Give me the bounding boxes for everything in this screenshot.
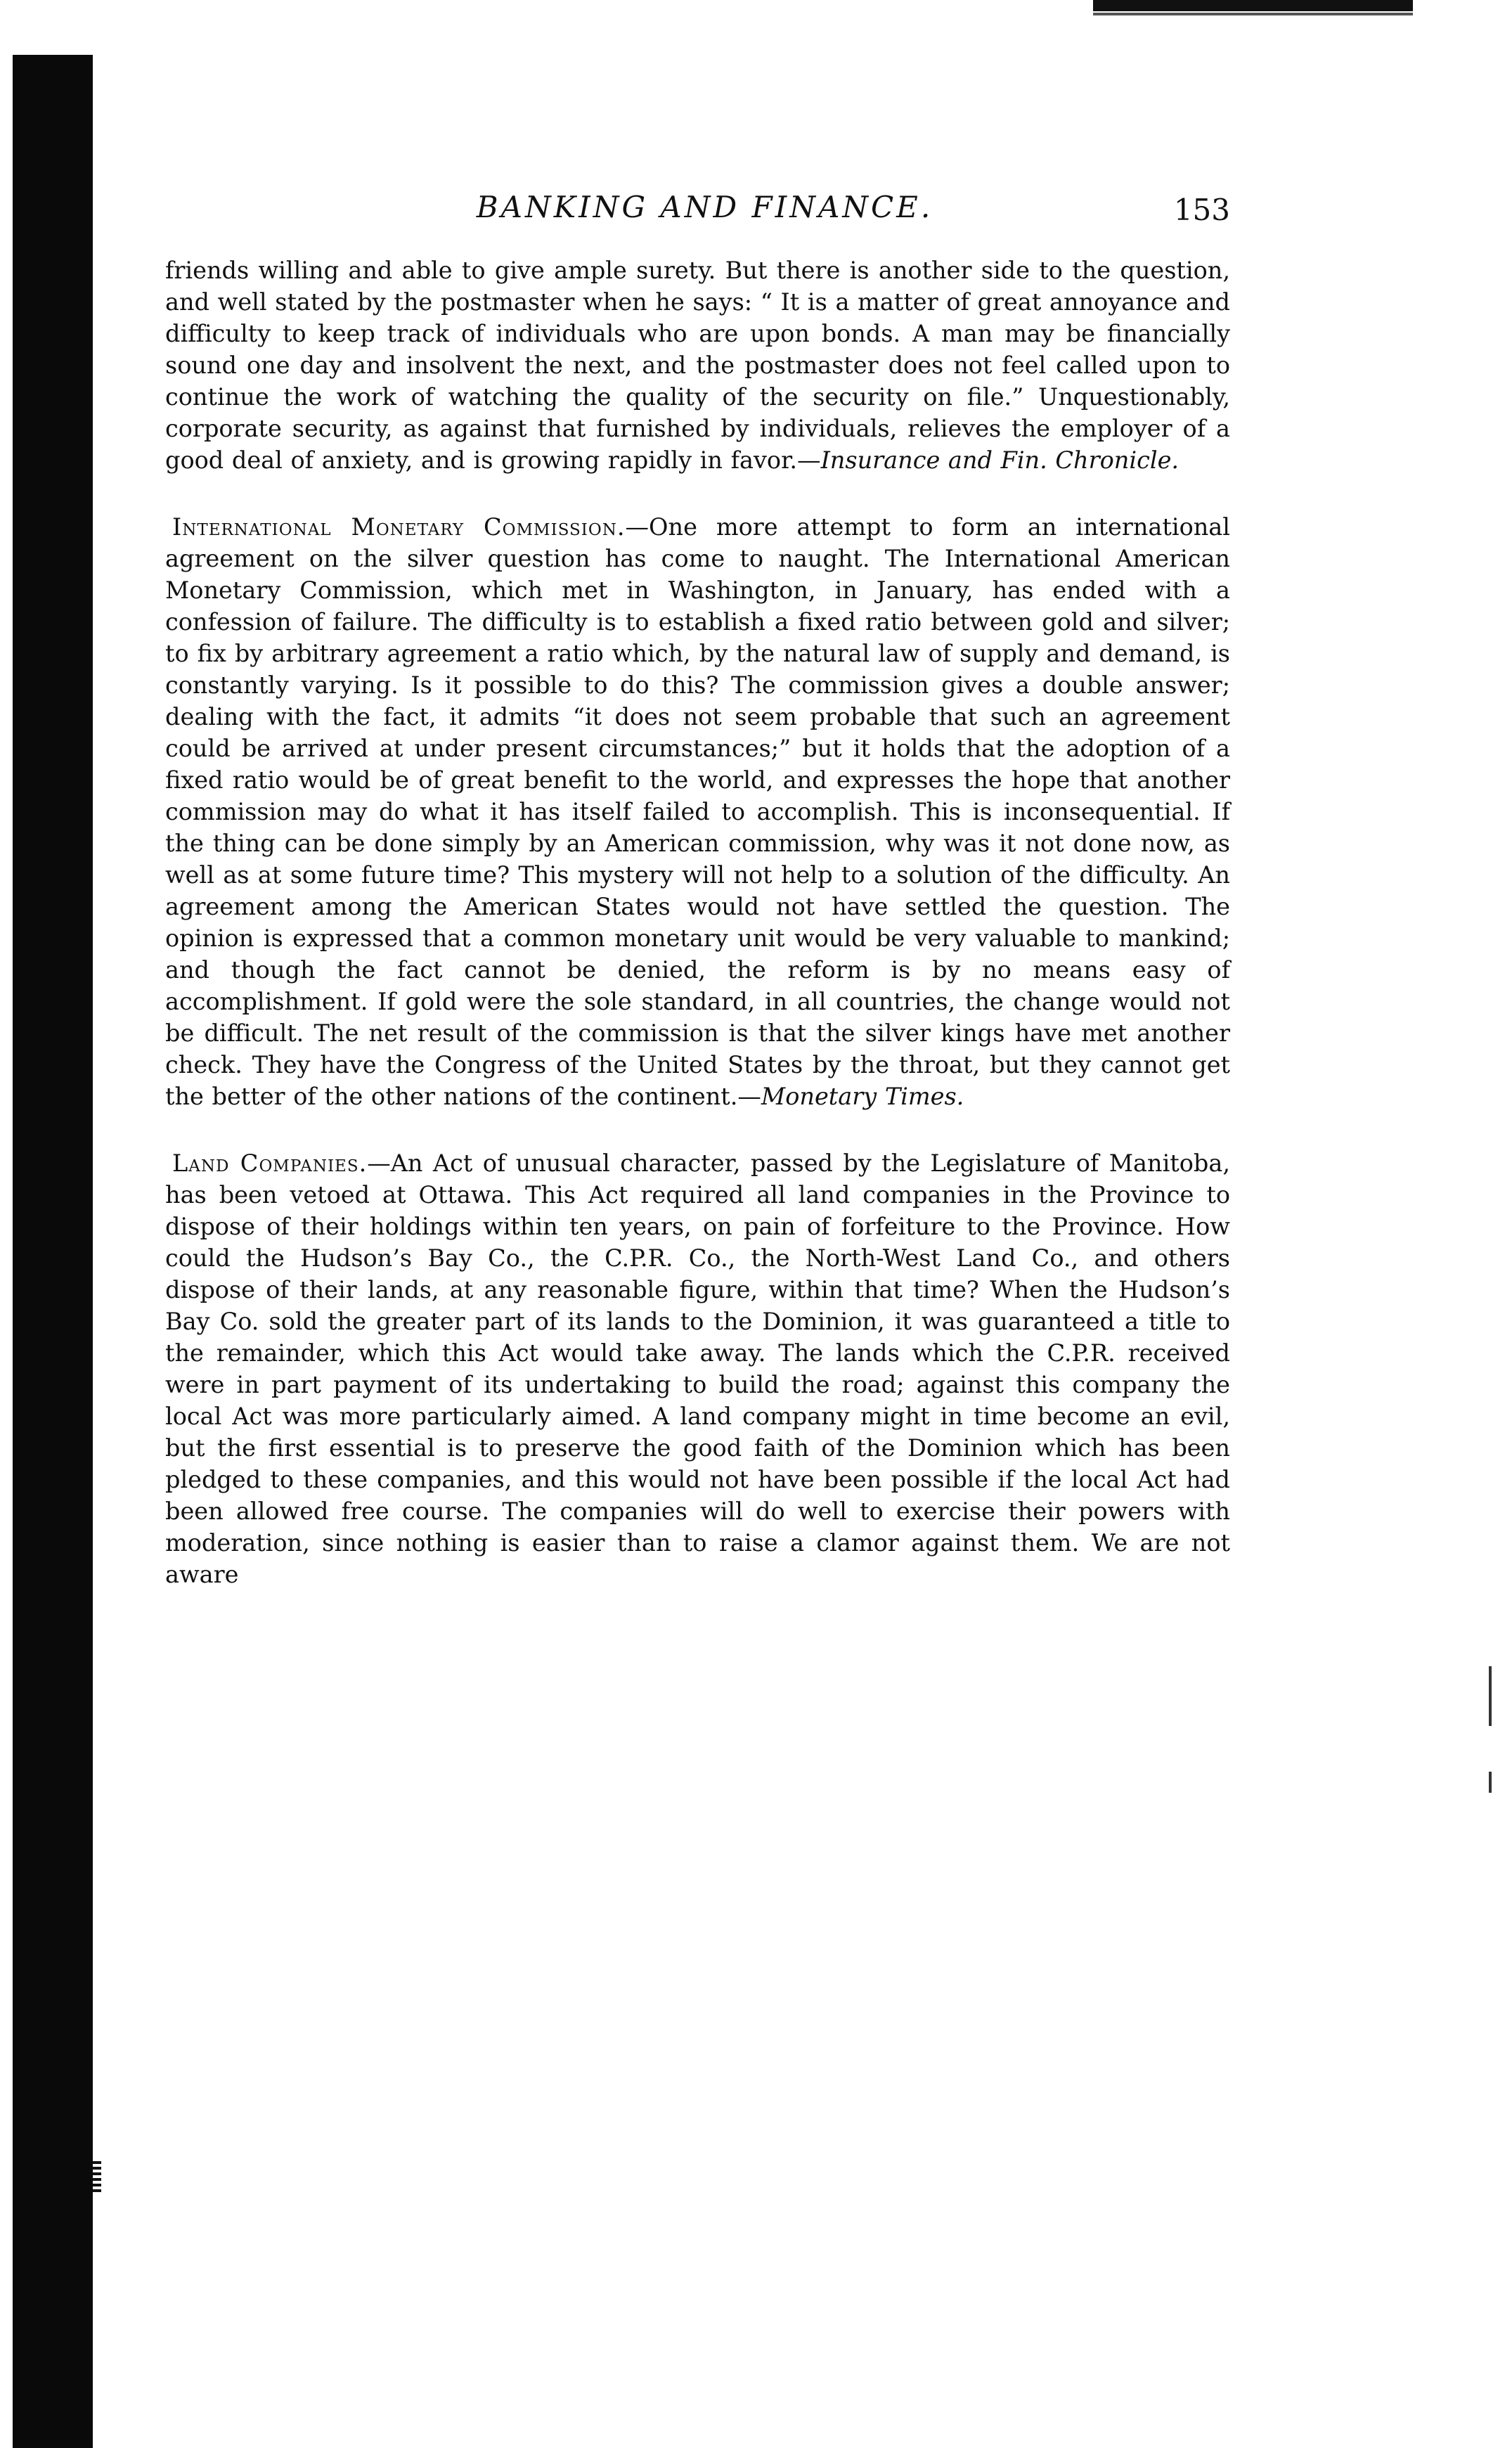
source-citation: Monetary Times. [761, 1083, 964, 1110]
margin-mark [1489, 1666, 1492, 1726]
top-edge-rule-thin [1093, 13, 1413, 15]
margin-mark [1489, 1772, 1492, 1793]
passage-continuation [165, 255, 1230, 476]
paragraph-text: —An Act of unusual character, passed by the Legislature of Manitoba, has been vetoed at Ottawa. This Act required all land companies in the Province to dispose of their holdings within ten years, on pain of forfeiture to the Province. How could the Hudson’s Bay Co., the C.P.R. Co., the North-West Land Co., and others dispose of their lands, at any reasonable figure, within that time? When the Hudson’s Bay Co. sold the greater part of its lands to the Dominion, it was guaranteed a title to the remainder, which this Act would take away. The lands which the C.P.R. received were in part payment of its undertaking to build the road; against this company the local Act was more particularly aimed. A land company might in time become an evil, but the first essential is to preserve the good faith of the Dominion which has been pledged to these companies, and this would not have been possible if the local Act had been allowed free course. The companies will do well to exercise their powers with moderation, since nothing is easier than to raise a clamor against them. We are not aware [165, 1149, 1230, 1588]
section-land-companies [165, 1147, 1230, 1590]
top-edge-rule [1093, 0, 1413, 11]
section-international-monetary-commission [165, 511, 1230, 1112]
section-heading: International Monetary Commission. [172, 513, 626, 541]
source-citation: Insurance and Fin. Chronicle. [820, 446, 1180, 474]
page-body [165, 190, 1230, 1590]
page-number: 153 [1173, 193, 1230, 227]
book-spine-shadow [13, 55, 93, 2448]
paragraph [165, 1147, 1230, 1590]
paragraph-text: —One more attempt to form an international agreement on the silver question has come to naught. The International American Monetary Commission, which met in Washington, in January, has ended with a confession of failure. The difficulty is to establish a fixed ratio between gold and silver; to fix by arbitrary agreement a ratio which, by the natural law of supply and demand, is constantly varying. Is it possible to do this? The commission gives a double answer; dealing with the fact, it admits “it does not seem probable that such an agreement could be arrived at under present circumstances;” but it holds that the adoption of a fixed ratio would be of great benefit to the world, and expresses the hope that another commission may do what it has itself failed to accomplish. This is inconsequential. If the thing can be done simply by an American commission, why was it not done now, as well as at some future time? This mystery will not help to a solution of the difficulty. An agreement among the American States would not have settled the question. The opinion is expressed that a common monetary unit would be very valuable to mankind; and though the fact cannot be denied, the reform is by no means easy of accomplishment. If gold were the sole standard, in all countries, the change would not be difficult. The net result of the commission is that the silver kings have met another check. They have the Congress of the United States by the throat, but they cannot get the better of the other nations of the continent.— [165, 513, 1230, 1110]
paragraph [165, 511, 1230, 1112]
section-heading: Land Companies. [172, 1149, 368, 1177]
spine-notch-mark [93, 2158, 101, 2192]
running-head [165, 190, 1230, 239]
running-title: BANKING AND FINANCE. [476, 190, 933, 224]
paragraph [165, 255, 1230, 476]
paragraph-text: friends willing and able to give ample surety. But there is another side to the question, and well stated by the postmaster when he says: “ It is a matter of great annoyance and difficulty to keep track of individuals who are upon bonds. A man may be financially sound one day and insolvent the next, and the postmaster does not feel called upon to continue the work of watching the quality of the security on file.” Unquestionably, corporate security, as against that furnished by individuals, relieves the employer of a good deal of anxiety, and is growing rapidly in favor.— [165, 257, 1230, 474]
